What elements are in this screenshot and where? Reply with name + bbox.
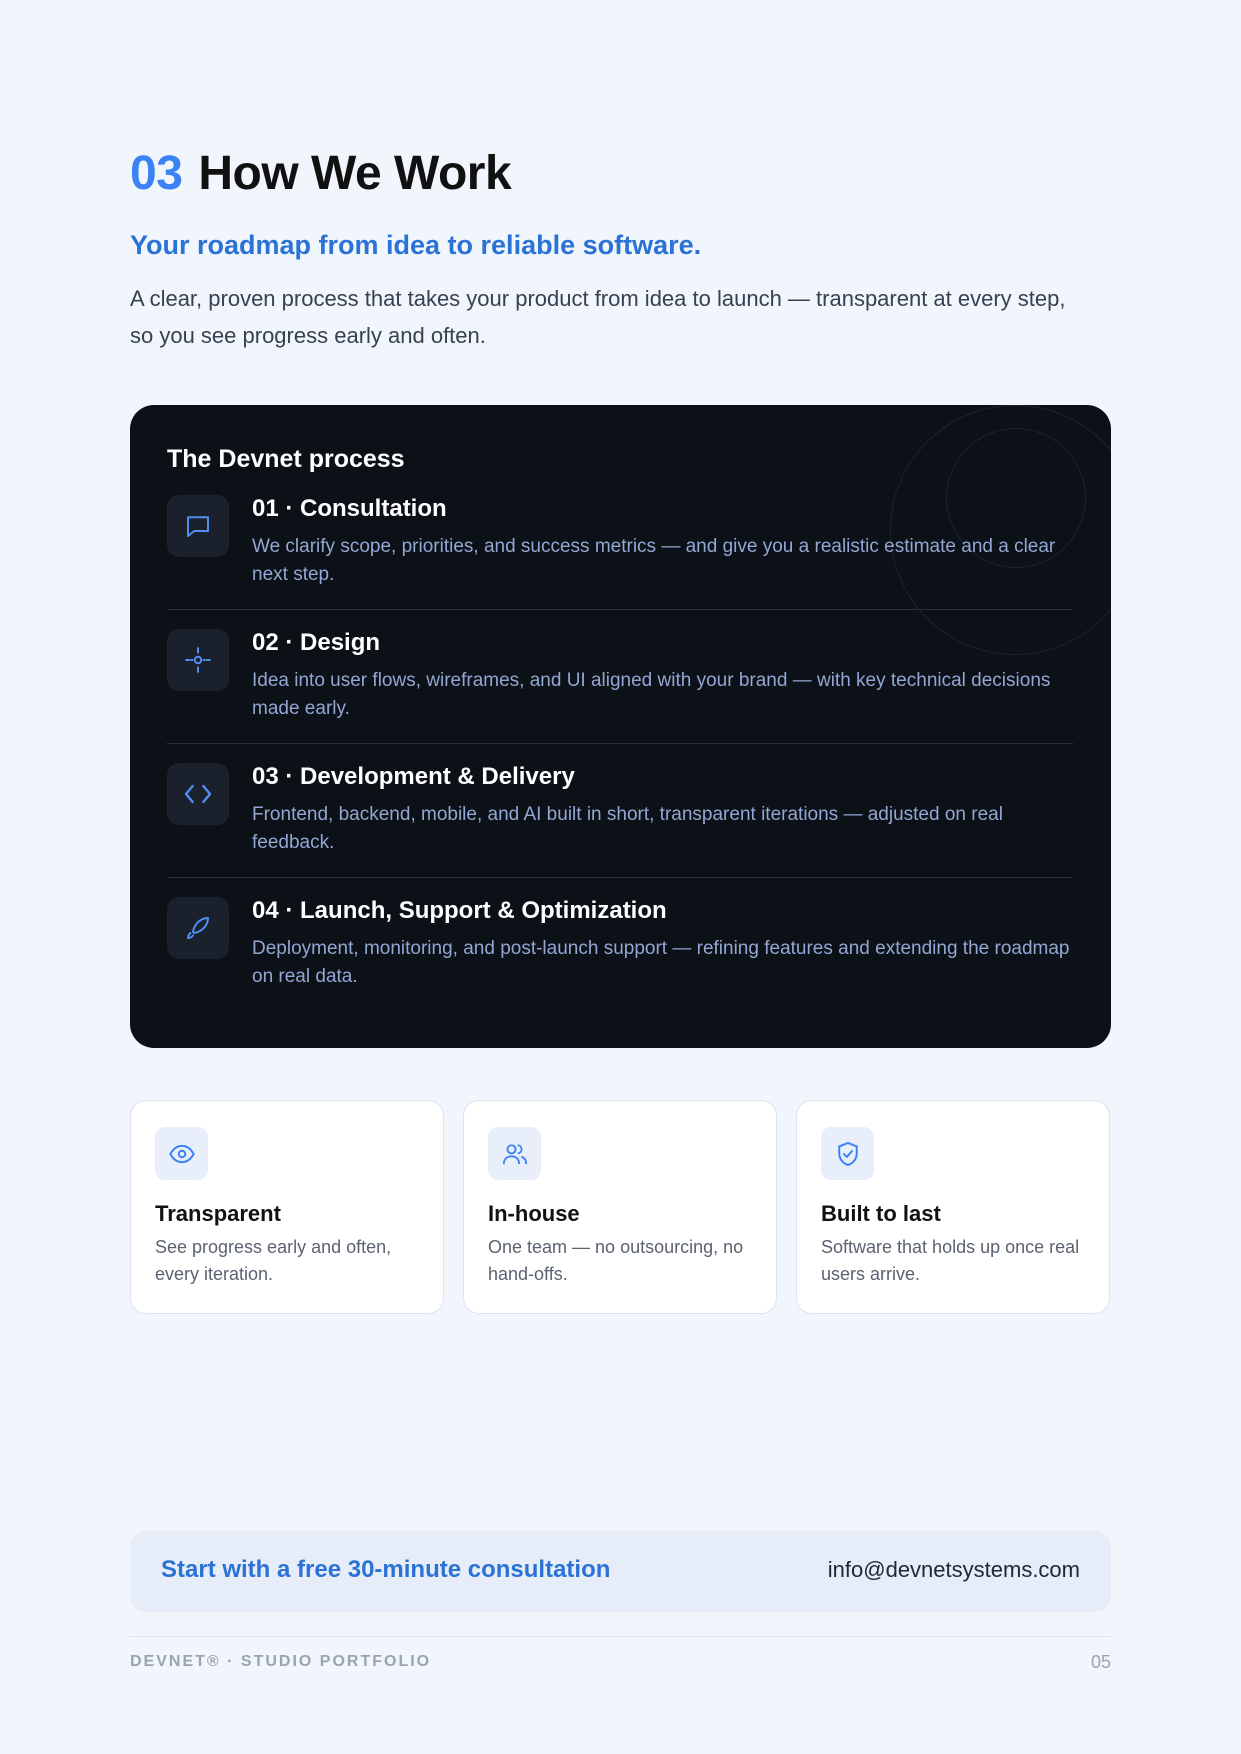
cta-banner	[130, 1531, 1111, 1612]
section-intro: A clear, proven process that takes your product from idea to launch — transparent at every step, so you see progress early and often.	[130, 286, 1066, 348]
card-title: Transparent	[155, 1201, 281, 1226]
step-description: We clarify scope, priorities, and success metrics — and give you a realistic estimate and a clear next step.	[252, 536, 1056, 585]
section-subtitle: Your roadmap from idea to reliable software.	[130, 230, 702, 260]
shield-check-icon	[821, 1127, 874, 1180]
rocket-icon	[167, 897, 229, 959]
users-icon	[488, 1127, 541, 1180]
page	[130, 0, 1111, 1754]
step-title: 01 · Consultation	[252, 495, 447, 522]
step-title: 04 · Launch, Support & Optimization	[252, 897, 667, 924]
section-heading	[130, 146, 511, 201]
step-description: Idea into user flows, wireframes, and UI aligned with your brand — with key technical decisions made early.	[252, 670, 1051, 719]
card-in-house	[463, 1100, 777, 1314]
step-description: Frontend, backend, mobile, and AI built in short, transparent iterations — adjusted on real feedback.	[252, 804, 1003, 853]
page-number: 05	[1090, 1652, 1111, 1672]
code-icon	[167, 763, 229, 825]
step-divider	[167, 609, 1073, 610]
card-description: One team — no outsourcing, no hand-offs.	[488, 1237, 744, 1284]
page-title: How We Work	[198, 147, 512, 200]
card-title: Built to last	[821, 1201, 941, 1226]
step-title: 03 · Development & Delivery	[252, 763, 575, 790]
crosshair-icon	[167, 629, 229, 691]
eye-icon	[155, 1127, 208, 1180]
footer-brand: DEVNET® · STUDIO PORTFOLIO	[130, 1653, 432, 1670]
process-panel	[130, 405, 1111, 1048]
section-number: 03	[130, 147, 183, 200]
footer-divider	[130, 1636, 1111, 1637]
card-title: In-house	[488, 1201, 580, 1226]
step-title: 02 · Design	[252, 629, 381, 656]
step-description: Deployment, monitoring, and post-launch support — refining features and extending the roadmap on real data.	[252, 938, 1070, 987]
card-built-to-last	[796, 1100, 1110, 1314]
process-title: The Devnet process	[167, 445, 405, 473]
value-cards	[130, 1100, 1111, 1314]
card-transparent	[130, 1100, 444, 1314]
contact-email-link[interactable]: info@devnetsystems.com	[827, 1557, 1080, 1582]
chat-icon	[167, 495, 229, 557]
card-description: Software that holds up once real users arrive.	[821, 1237, 1080, 1284]
step-divider	[167, 877, 1073, 878]
step-divider	[167, 743, 1073, 744]
card-description: See progress early and often, every iteration.	[155, 1237, 392, 1284]
cta-consultation-link[interactable]: Start with a free 30-minute consultation	[161, 1556, 611, 1583]
